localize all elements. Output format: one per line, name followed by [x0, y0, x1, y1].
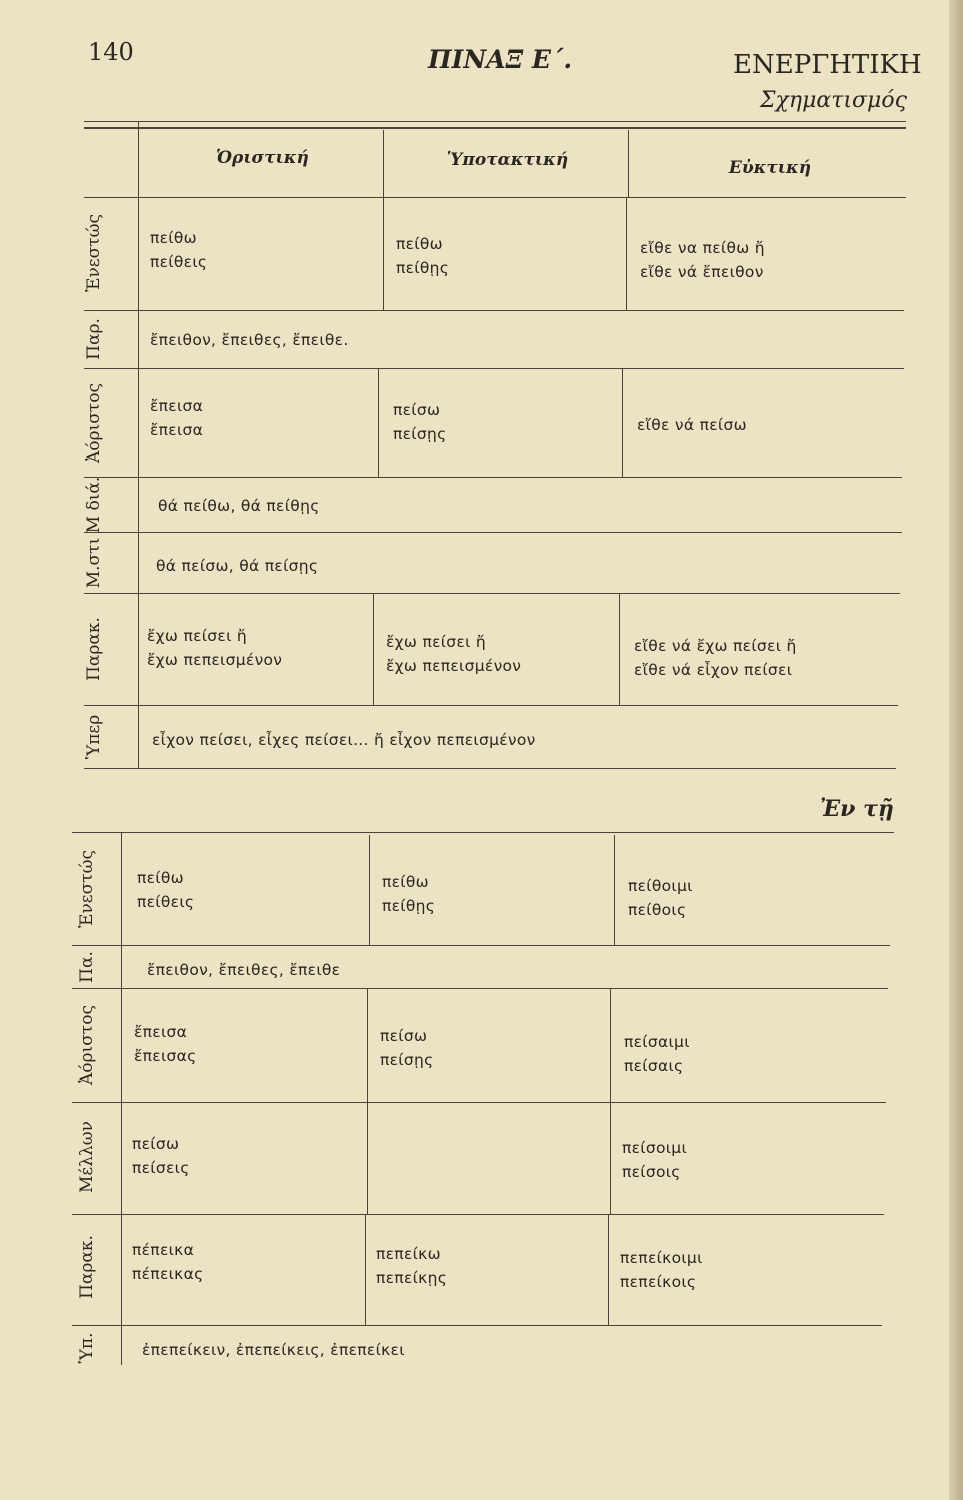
- lower-aorist-indicative: ἔπεισα ἔπεισας: [134, 1023, 197, 1065]
- row-label-imperfect: Παρ.: [84, 318, 104, 360]
- lower-row-label-pluperfect: Ὑπ.: [77, 1332, 97, 1364]
- row-label-present: Ἐνεστώς: [84, 213, 104, 293]
- lower-aorist-subjunctive: πείσω πείσῃς: [380, 1027, 434, 1069]
- lower-perfect-subjunctive: πεπείκω πεπείκῃς: [376, 1245, 448, 1287]
- lower-perfect-optative: πεπείκοιμι πεπείκοις: [620, 1249, 703, 1291]
- upper-aorist-optative: εἴθε νά πείσω: [637, 416, 747, 434]
- lower-row-label-future: Μέλλων: [77, 1121, 97, 1193]
- lower-row-label-imperfect: Πα.: [77, 951, 97, 983]
- lower-perfect-indicative: πέπεικα πέπεικας: [132, 1241, 204, 1283]
- upper-perfect-subjunctive: ἔχω πείσει ἤ ἔχω πεπεισμένον: [386, 633, 522, 675]
- lower-imperfect-row: ἔπειθον, ἔπειθες, ἔπειθε: [147, 961, 341, 979]
- row-label-aorist: Ἀόριστος: [84, 383, 104, 463]
- lower-row-label-present: Ἐνεστώς: [77, 849, 97, 929]
- column-header-subjunctive: Ὑποτακτική: [446, 150, 569, 170]
- upper-future-continuous-row: θά πείθω, θά πείθῃς: [158, 497, 320, 515]
- lower-future-optative: πείσοιμι πείσοις: [622, 1139, 688, 1181]
- upper-future-simple-row: θά πείσω, θά πείσῃς: [156, 557, 319, 575]
- page-edge: [949, 0, 963, 1500]
- lower-present-optative: πείθοιμι πείθοις: [628, 877, 693, 919]
- section-subtitle: Σχηματισμός: [760, 88, 907, 113]
- column-header-indicative: Ὁριστική: [216, 148, 309, 168]
- row-label-perfect: Παρακ.: [84, 617, 104, 681]
- row-label-pluperfect: Ὑπερ: [84, 714, 104, 760]
- upper-perfect-indicative: ἔχω πείσει ἤ ἔχω πεπεισμένον: [147, 627, 283, 669]
- page-number: 140: [88, 38, 134, 66]
- upper-present-indicative: πείθω πείθεις: [150, 229, 208, 271]
- row-label-future-continuous: Μ διά.: [84, 476, 104, 534]
- upper-imperfect-row: ἔπειθον, ἔπειθες, ἔπειθε.: [150, 331, 349, 349]
- lower-present-indicative: πείθω πείθεις: [137, 869, 195, 911]
- upper-aorist-indicative: ἔπεισα ἔπεισα: [150, 397, 204, 439]
- upper-perfect-optative: εἴθε νά ἔχω πείσει ἤ εἴθε νά εἶχον πείσει: [634, 637, 797, 679]
- column-header-optative: Εὐκτική: [728, 158, 812, 178]
- lower-heading: Ἐν τῇ: [820, 796, 894, 822]
- upper-aorist-subjunctive: πείσω πείσῃς: [393, 401, 447, 443]
- upper-pluperfect-row: εἶχον πείσει, εἶχες πείσει... ἤ εἶχον πεπεισμένον: [152, 731, 536, 749]
- lower-aorist-optative: πείσαιμι πείσαις: [624, 1033, 690, 1075]
- lower-row-label-aorist: Ἀόριστος: [77, 1005, 97, 1085]
- lower-row-label-perfect: Παρακ.: [77, 1235, 97, 1299]
- lower-pluperfect-row: ἐπεπείκειν, ἐπεπείκεις, ἐπεπείκει: [142, 1341, 405, 1359]
- upper-present-optative: εἴθε να πείθω ἤ εἴθε νά ἔπειθον: [640, 239, 765, 281]
- section-title: ΕΝΕΡΓΗΤΙΚΗ: [733, 50, 922, 80]
- upper-present-subjunctive: πείθω πείθῃς: [396, 235, 450, 277]
- table-title: ΠΙΝΑΞ Ε΄.: [428, 45, 573, 74]
- lower-present-subjunctive: πείθω πείθῃς: [382, 873, 436, 915]
- lower-future-indicative: πείσω πείσεις: [132, 1135, 190, 1177]
- row-label-future-simple: Μ.στι: [84, 537, 104, 589]
